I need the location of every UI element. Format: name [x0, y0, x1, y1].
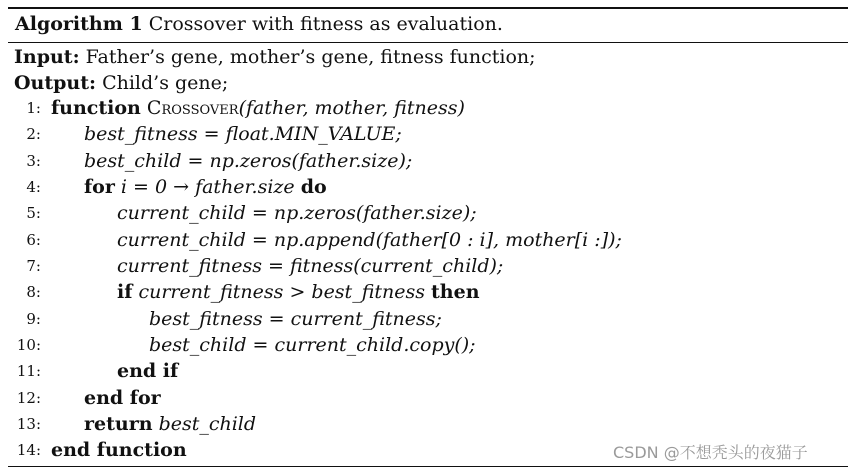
code-line-7 [0, 253, 855, 279]
output-text: Child’s gene; [102, 72, 229, 94]
code-line-12 [0, 385, 855, 411]
code-line-11 [0, 358, 855, 384]
code-content [117, 279, 480, 305]
line-number: 3: [26, 152, 41, 170]
code-content [51, 95, 465, 121]
caption-rule [8, 42, 848, 43]
code-text: best_child [158, 413, 257, 435]
output-line [14, 70, 228, 96]
code-text: best_fitness = float.MIN_VALUE; [84, 123, 402, 145]
caption-text: Crossover with fitness as evaluation. [148, 13, 503, 35]
line-number: 11: [16, 362, 41, 380]
function-name: Crossover [146, 97, 239, 119]
bottom-rule [8, 466, 848, 467]
code-text: best_child = current_child.copy(); [149, 334, 476, 356]
input-label: Input: [14, 46, 80, 68]
code-text: i = 0 → father.size [120, 176, 295, 198]
top-rule [8, 7, 848, 9]
code-line-13 [0, 411, 855, 437]
keyword-if: if [117, 281, 133, 303]
input-line [14, 44, 536, 70]
code-line-8 [0, 279, 855, 305]
code-content [84, 174, 327, 200]
keyword-then: then [431, 281, 480, 303]
code-line-2 [0, 121, 855, 147]
code-text: current_child = np.append(father[0 : i], mother[i :]); [117, 229, 622, 251]
line-number: 7: [26, 257, 41, 275]
line-number: 4: [26, 178, 41, 196]
line-number: 13: [16, 415, 41, 433]
code-text: best_child = np.zeros(father.size); [84, 150, 413, 172]
code-content [84, 411, 256, 437]
keyword-end-for: end for [84, 387, 161, 409]
code-text: current_fitness = fitness(current_child); [117, 255, 504, 277]
line-number: 1: [26, 99, 41, 117]
caption-label: Algorithm 1 [15, 13, 143, 35]
code-line-1 [0, 95, 855, 121]
keyword-end-function: end function [51, 439, 187, 461]
keyword-for: for [84, 176, 115, 198]
keyword-return: return [84, 413, 153, 435]
watermark: CSDN @不想秃头的夜猫子 [613, 443, 808, 462]
function-args: (father, mother, fitness) [238, 97, 465, 119]
keyword-function: function [51, 97, 141, 119]
line-number: 10: [16, 336, 41, 354]
output-label: Output: [14, 72, 97, 94]
code-line-6 [0, 227, 855, 253]
line-number: 8: [26, 283, 41, 301]
input-text: Father’s gene, mother’s gene, fitness function; [85, 46, 536, 68]
code-text: current_fitness > best_fitness [138, 281, 425, 303]
line-number: 12: [16, 389, 41, 407]
line-number: 9: [26, 310, 41, 328]
keyword-do: do [300, 176, 327, 198]
keyword-end-if: end if [117, 360, 179, 382]
line-number: 14: [16, 441, 41, 459]
code-text: best_fitness = current_fitness; [149, 308, 442, 330]
code-line-5 [0, 200, 855, 226]
code-line-10 [0, 332, 855, 358]
line-number: 5: [26, 204, 41, 222]
code-line-9 [0, 306, 855, 332]
code-line-3 [0, 148, 855, 174]
code-line-4 [0, 174, 855, 200]
code-text: current_child = np.zeros(father.size); [117, 202, 477, 224]
line-number: 2: [26, 125, 41, 143]
line-number: 6: [26, 231, 41, 249]
algorithm-caption [15, 10, 503, 38]
